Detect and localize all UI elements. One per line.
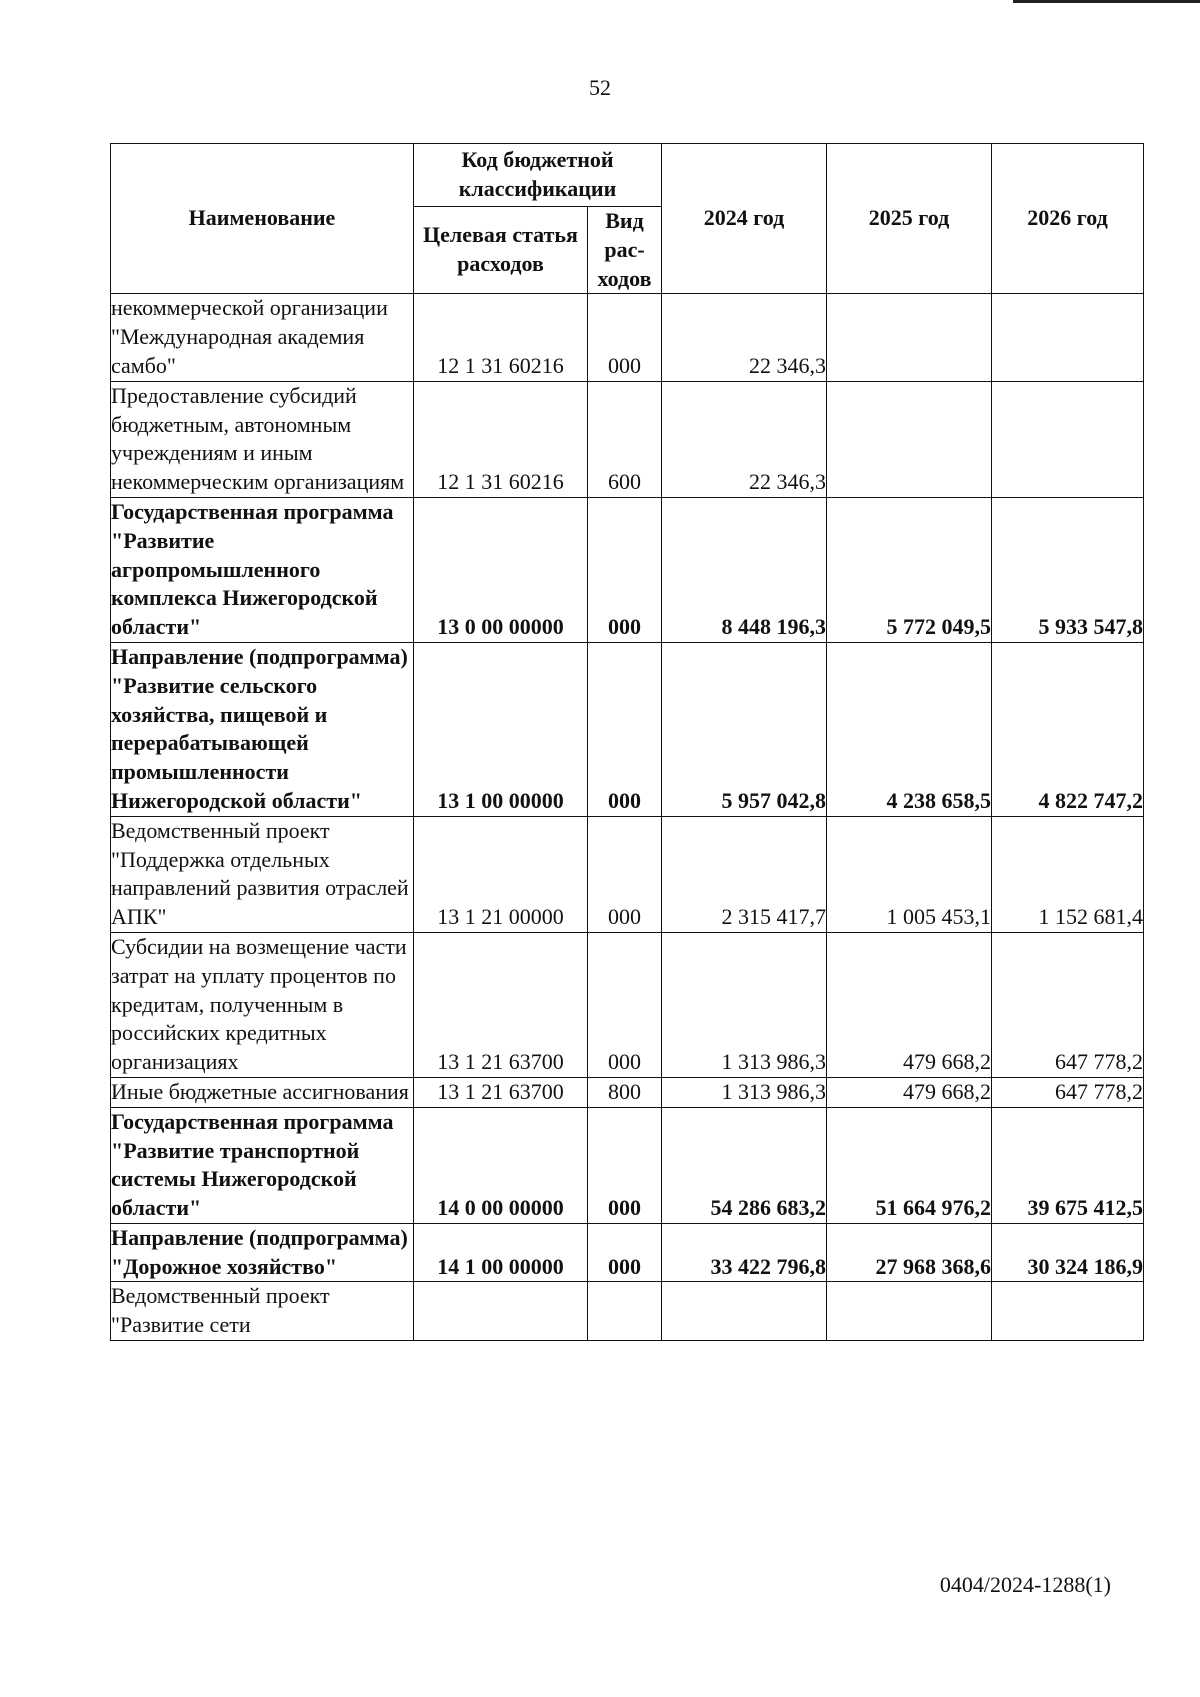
value-2025-cell (827, 381, 992, 497)
expense-type-cell: 000 (588, 1223, 662, 1282)
value-2024-cell: 33 422 796,8 (662, 1223, 827, 1282)
value-2025-cell: 479 668,2 (827, 932, 992, 1077)
expense-type-cell: 000 (588, 932, 662, 1077)
value-2026-cell: 647 778,2 (992, 1077, 1144, 1107)
expense-type-cell (588, 1282, 662, 1341)
row-name-cell: Направление (подпрограмма) "Дорожное хозяйство" (111, 1223, 414, 1282)
value-2026-cell (992, 1282, 1144, 1341)
row-name-cell: Иные бюджетные ассигнования (111, 1077, 414, 1107)
value-2024-cell: 1 313 986,3 (662, 932, 827, 1077)
value-2024-cell (662, 1282, 827, 1341)
target-article-cell: 13 1 21 00000 (414, 816, 588, 932)
table-row (111, 1282, 1144, 1341)
row-name-cell: Субсидии на возмещение части затрат на уплату процентов по кредитам, полученным в российских кредитных организациях (111, 932, 414, 1077)
value-2024-cell: 22 346,3 (662, 381, 827, 497)
table-row (111, 381, 1144, 497)
value-2026-cell: 39 675 412,5 (992, 1107, 1144, 1223)
header-expense-type: Вид рас-ходов (588, 207, 662, 294)
table-row (111, 1107, 1144, 1223)
document-code: 0404/2024-1288(1) (939, 1572, 1111, 1597)
value-2025-cell: 27 968 368,6 (827, 1223, 992, 1282)
header-year-2025: 2025 год (827, 144, 992, 294)
table-row (111, 1223, 1144, 1282)
row-name-cell: некоммерческой организации "Международная академия самбо" (111, 294, 414, 381)
row-name-cell: Ведомственный проект "Развитие сети (111, 1282, 414, 1341)
target-article-cell: 14 1 00 00000 (414, 1223, 588, 1282)
value-2024-cell: 2 315 417,7 (662, 816, 827, 932)
value-2026-cell (992, 294, 1144, 381)
expense-type-cell: 800 (588, 1077, 662, 1107)
row-name-cell: Предоставление субсидий бюджетным, автономным учреждениям и иным некоммерческим организациям (111, 381, 414, 497)
budget-table (110, 143, 1144, 1341)
value-2025-cell: 5 772 049,5 (827, 497, 992, 642)
value-2024-cell: 8 448 196,3 (662, 497, 827, 642)
value-2024-cell: 22 346,3 (662, 294, 827, 381)
scan-edge-line (1013, 0, 1200, 3)
value-2026-cell: 5 933 547,8 (992, 497, 1144, 642)
value-2025-cell: 4 238 658,5 (827, 642, 992, 816)
page-number: 52 (589, 75, 611, 100)
value-2025-cell: 1 005 453,1 (827, 816, 992, 932)
expense-type-cell: 000 (588, 642, 662, 816)
expense-type-cell: 000 (588, 294, 662, 381)
table-row (111, 816, 1144, 932)
table-row (111, 294, 1144, 381)
value-2025-cell: 479 668,2 (827, 1077, 992, 1107)
header-year-2026: 2026 год (992, 144, 1144, 294)
table-row (111, 1077, 1144, 1107)
row-name-cell: Ведомственный проект "Поддержка отдельных направлений развития отраслей АПК" (111, 816, 414, 932)
target-article-cell: 13 1 21 63700 (414, 932, 588, 1077)
value-2025-cell (827, 294, 992, 381)
value-2026-cell (992, 381, 1144, 497)
target-article-cell (414, 1282, 588, 1341)
expense-type-cell: 000 (588, 1107, 662, 1223)
header-target-article: Целевая статья расходов (414, 207, 588, 294)
value-2026-cell: 30 324 186,9 (992, 1223, 1144, 1282)
value-2025-cell (827, 1282, 992, 1341)
target-article-cell: 13 1 21 63700 (414, 1077, 588, 1107)
value-2024-cell: 1 313 986,3 (662, 1077, 827, 1107)
target-article-cell: 13 0 00 00000 (414, 497, 588, 642)
header-name: Наименование (111, 144, 414, 294)
table-row (111, 497, 1144, 642)
target-article-cell: 12 1 31 60216 (414, 294, 588, 381)
table-row (111, 932, 1144, 1077)
value-2026-cell: 4 822 747,2 (992, 642, 1144, 816)
expense-type-cell: 600 (588, 381, 662, 497)
row-name-cell: Направление (подпрограмма) "Развитие сельского хозяйства, пищевой и перерабатывающей промышленности Нижегородской области" (111, 642, 414, 816)
row-name-cell: Государственная программа "Развитие агропромышленного комплекса Нижегородской области" (111, 497, 414, 642)
value-2026-cell: 647 778,2 (992, 932, 1144, 1077)
header-year-2024: 2024 год (662, 144, 827, 294)
value-2026-cell: 1 152 681,4 (992, 816, 1144, 932)
value-2024-cell: 54 286 683,2 (662, 1107, 827, 1223)
target-article-cell: 13 1 00 00000 (414, 642, 588, 816)
target-article-cell: 12 1 31 60216 (414, 381, 588, 497)
row-name-cell: Государственная программа "Развитие транспортной системы Нижегородской области" (111, 1107, 414, 1223)
value-2024-cell: 5 957 042,8 (662, 642, 827, 816)
expense-type-cell: 000 (588, 816, 662, 932)
target-article-cell: 14 0 00 00000 (414, 1107, 588, 1223)
value-2025-cell: 51 664 976,2 (827, 1107, 992, 1223)
header-code-group: Код бюджетной классификации (414, 144, 662, 207)
table-row (111, 642, 1144, 816)
table-body (111, 294, 1144, 1341)
expense-type-cell: 000 (588, 497, 662, 642)
